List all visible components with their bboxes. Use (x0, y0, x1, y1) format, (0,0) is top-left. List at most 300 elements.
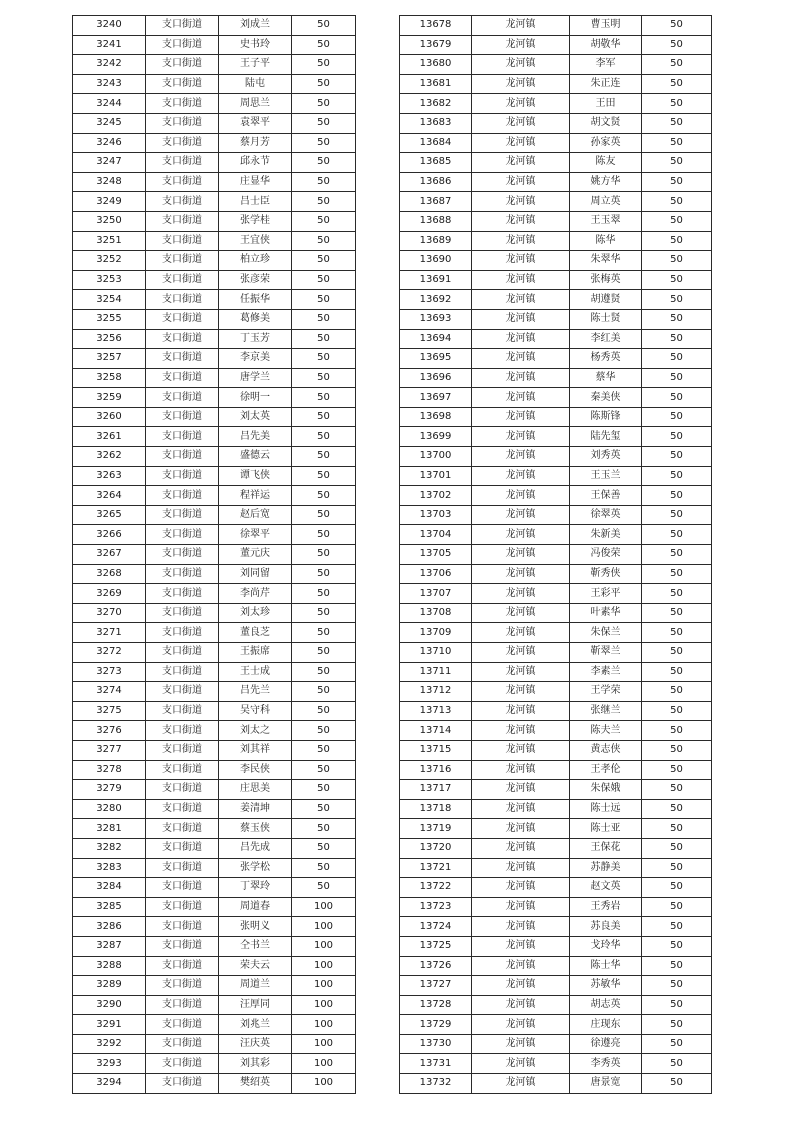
region-cell: 龙河镇 (472, 466, 570, 486)
region-cell: 龙河镇 (472, 995, 570, 1015)
table-row (73, 701, 356, 721)
region-cell: 龙河镇 (472, 16, 570, 36)
serial-number-cell: 13685 (400, 153, 472, 173)
table-row (73, 309, 356, 329)
name-cell: 戈玲华 (570, 936, 642, 956)
region-cell: 支口街道 (146, 251, 219, 271)
serial-number-cell: 13692 (400, 290, 472, 310)
serial-number-cell: 3257 (73, 349, 146, 369)
amount-cell: 50 (642, 94, 712, 114)
name-cell: 陈斯锋 (570, 407, 642, 427)
table-row (400, 1034, 712, 1054)
table-row (73, 545, 356, 565)
region-cell: 龙河镇 (472, 936, 570, 956)
region-cell: 支口街道 (146, 349, 219, 369)
table-row (73, 251, 356, 271)
amount-cell: 50 (642, 309, 712, 329)
serial-number-cell: 13707 (400, 584, 472, 604)
serial-number-cell: 3254 (73, 290, 146, 310)
name-cell: 张学桂 (219, 211, 292, 231)
serial-number-cell: 3287 (73, 936, 146, 956)
name-cell: 吴守科 (219, 701, 292, 721)
name-cell: 徐遵亮 (570, 1034, 642, 1054)
amount-cell: 50 (642, 368, 712, 388)
name-cell: 杨秀英 (570, 349, 642, 369)
table-row (400, 760, 712, 780)
table-row (400, 1074, 712, 1094)
serial-number-cell: 3285 (73, 897, 146, 917)
name-cell: 柏立珍 (219, 251, 292, 271)
name-cell: 黄志侠 (570, 740, 642, 760)
table-row (400, 799, 712, 819)
serial-number-cell: 13679 (400, 35, 472, 55)
region-cell: 支口街道 (146, 819, 219, 839)
name-cell: 王保善 (570, 486, 642, 506)
name-cell: 胡志英 (570, 995, 642, 1015)
amount-cell: 50 (642, 780, 712, 800)
serial-number-cell: 13722 (400, 878, 472, 898)
region-cell: 支口街道 (146, 701, 219, 721)
name-cell: 葛修美 (219, 309, 292, 329)
region-cell: 龙河镇 (472, 878, 570, 898)
region-cell: 龙河镇 (472, 172, 570, 192)
region-cell: 支口街道 (146, 799, 219, 819)
region-cell: 支口街道 (146, 329, 219, 349)
region-cell: 支口街道 (146, 231, 219, 251)
name-cell: 王彩平 (570, 584, 642, 604)
amount-cell: 50 (292, 94, 356, 114)
amount-cell: 100 (292, 1054, 356, 1074)
amount-cell: 50 (292, 35, 356, 55)
amount-cell: 50 (642, 466, 712, 486)
amount-cell: 50 (292, 16, 356, 36)
region-cell: 龙河镇 (472, 701, 570, 721)
region-cell: 龙河镇 (472, 290, 570, 310)
serial-number-cell: 3274 (73, 682, 146, 702)
name-cell: 李军 (570, 55, 642, 75)
serial-number-cell: 13717 (400, 780, 472, 800)
amount-cell: 50 (292, 486, 356, 506)
amount-cell: 50 (292, 643, 356, 663)
region-cell: 支口街道 (146, 976, 219, 996)
name-cell: 邱永节 (219, 153, 292, 173)
left-roster-table (72, 15, 356, 1094)
amount-cell: 100 (292, 1034, 356, 1054)
table-row (73, 564, 356, 584)
serial-number-cell: 13712 (400, 682, 472, 702)
name-cell: 赵后宽 (219, 505, 292, 525)
region-cell: 龙河镇 (472, 329, 570, 349)
region-cell: 龙河镇 (472, 211, 570, 231)
region-cell: 支口街道 (146, 16, 219, 36)
table-row (400, 584, 712, 604)
name-cell: 张明义 (219, 917, 292, 937)
region-cell: 支口街道 (146, 486, 219, 506)
region-cell: 龙河镇 (472, 545, 570, 565)
serial-number-cell: 13713 (400, 701, 472, 721)
region-cell: 龙河镇 (472, 505, 570, 525)
amount-cell: 50 (642, 505, 712, 525)
amount-cell: 50 (292, 780, 356, 800)
name-cell: 刘太英 (219, 407, 292, 427)
region-cell: 支口街道 (146, 564, 219, 584)
table-row (73, 270, 356, 290)
serial-number-cell: 3266 (73, 525, 146, 545)
serial-number-cell: 13694 (400, 329, 472, 349)
amount-cell: 50 (642, 956, 712, 976)
amount-cell: 50 (292, 662, 356, 682)
name-cell: 李尚芹 (219, 584, 292, 604)
name-cell: 李红美 (570, 329, 642, 349)
name-cell: 吕先美 (219, 427, 292, 447)
serial-number-cell: 3291 (73, 1015, 146, 1035)
name-cell: 程祥运 (219, 486, 292, 506)
serial-number-cell: 3275 (73, 701, 146, 721)
table-row (400, 251, 712, 271)
amount-cell: 50 (642, 447, 712, 467)
amount-cell: 50 (642, 349, 712, 369)
table-row (400, 192, 712, 212)
serial-number-cell: 13696 (400, 368, 472, 388)
serial-number-cell: 13700 (400, 447, 472, 467)
name-cell: 庄显华 (219, 172, 292, 192)
name-cell: 王孝伦 (570, 760, 642, 780)
amount-cell: 100 (292, 897, 356, 917)
serial-number-cell: 13709 (400, 623, 472, 643)
region-cell: 支口街道 (146, 721, 219, 741)
table-row (73, 192, 356, 212)
name-cell: 吕士臣 (219, 192, 292, 212)
amount-cell: 50 (642, 55, 712, 75)
region-cell: 龙河镇 (472, 231, 570, 251)
region-cell: 龙河镇 (472, 35, 570, 55)
serial-number-cell: 3294 (73, 1074, 146, 1094)
table-row (73, 74, 356, 94)
table-row (73, 486, 356, 506)
serial-number-cell: 13704 (400, 525, 472, 545)
serial-number-cell: 13732 (400, 1074, 472, 1094)
name-cell: 蔡玉侠 (219, 819, 292, 839)
serial-number-cell: 3263 (73, 466, 146, 486)
amount-cell: 50 (292, 603, 356, 623)
serial-number-cell: 13697 (400, 388, 472, 408)
name-cell: 陈华 (570, 231, 642, 251)
region-cell: 龙河镇 (472, 309, 570, 329)
serial-number-cell: 3250 (73, 211, 146, 231)
serial-number-cell: 13723 (400, 897, 472, 917)
table-row (73, 584, 356, 604)
amount-cell: 50 (642, 270, 712, 290)
region-cell: 龙河镇 (472, 94, 570, 114)
table-row (73, 1034, 356, 1054)
region-cell: 支口街道 (146, 956, 219, 976)
amount-cell: 50 (642, 564, 712, 584)
region-cell: 龙河镇 (472, 917, 570, 937)
right-roster-table (399, 15, 712, 1094)
table-row (400, 329, 712, 349)
table-row (400, 231, 712, 251)
serial-number-cell: 13683 (400, 113, 472, 133)
serial-number-cell: 3243 (73, 74, 146, 94)
amount-cell: 100 (292, 976, 356, 996)
amount-cell: 50 (292, 133, 356, 153)
amount-cell: 50 (292, 290, 356, 310)
region-cell: 支口街道 (146, 74, 219, 94)
name-cell: 刘同留 (219, 564, 292, 584)
region-cell: 龙河镇 (472, 113, 570, 133)
name-cell: 王学荣 (570, 682, 642, 702)
serial-number-cell: 3277 (73, 740, 146, 760)
table-row (400, 368, 712, 388)
table-row (73, 16, 356, 36)
region-cell: 支口街道 (146, 1054, 219, 1074)
table-row (400, 1054, 712, 1074)
serial-number-cell: 13708 (400, 603, 472, 623)
serial-number-cell: 13698 (400, 407, 472, 427)
region-cell: 支口街道 (146, 35, 219, 55)
name-cell: 靳翠兰 (570, 643, 642, 663)
region-cell: 支口街道 (146, 760, 219, 780)
serial-number-cell: 13718 (400, 799, 472, 819)
name-cell: 盛德云 (219, 447, 292, 467)
table-row (73, 35, 356, 55)
amount-cell: 50 (292, 701, 356, 721)
name-cell: 陈士亚 (570, 819, 642, 839)
region-cell: 支口街道 (146, 113, 219, 133)
table-row (400, 603, 712, 623)
serial-number-cell: 13686 (400, 172, 472, 192)
amount-cell: 50 (642, 858, 712, 878)
serial-number-cell: 3252 (73, 251, 146, 271)
region-cell: 支口街道 (146, 1034, 219, 1054)
table-row (400, 94, 712, 114)
name-cell: 汪厚同 (219, 995, 292, 1015)
table-row (73, 1015, 356, 1035)
table-row (400, 623, 712, 643)
serial-number-cell: 3265 (73, 505, 146, 525)
amount-cell: 50 (642, 329, 712, 349)
table-row (73, 740, 356, 760)
table-row (400, 956, 712, 976)
name-cell: 谭飞侠 (219, 466, 292, 486)
amount-cell: 50 (292, 349, 356, 369)
amount-cell: 50 (642, 16, 712, 36)
table-row (400, 995, 712, 1015)
serial-number-cell: 3247 (73, 153, 146, 173)
name-cell: 苏静美 (570, 858, 642, 878)
table-row (400, 466, 712, 486)
name-cell: 庄现东 (570, 1015, 642, 1035)
serial-number-cell: 3240 (73, 16, 146, 36)
serial-number-cell: 3286 (73, 917, 146, 937)
name-cell: 王子平 (219, 55, 292, 75)
name-cell: 靳秀侠 (570, 564, 642, 584)
serial-number-cell: 3246 (73, 133, 146, 153)
name-cell: 胡遵贤 (570, 290, 642, 310)
serial-number-cell: 3271 (73, 623, 146, 643)
serial-number-cell: 3260 (73, 407, 146, 427)
amount-cell: 50 (642, 113, 712, 133)
table-row (73, 878, 356, 898)
name-cell: 陈士贤 (570, 309, 642, 329)
name-cell: 任振华 (219, 290, 292, 310)
table-row (400, 388, 712, 408)
serial-number-cell: 13687 (400, 192, 472, 212)
name-cell: 叶素华 (570, 603, 642, 623)
name-cell: 仝书兰 (219, 936, 292, 956)
amount-cell: 50 (292, 270, 356, 290)
serial-number-cell: 13701 (400, 466, 472, 486)
table-row (400, 525, 712, 545)
region-cell: 支口街道 (146, 858, 219, 878)
amount-cell: 50 (642, 74, 712, 94)
table-row (73, 1074, 356, 1094)
amount-cell: 50 (642, 1015, 712, 1035)
serial-number-cell: 3276 (73, 721, 146, 741)
serial-number-cell: 3269 (73, 584, 146, 604)
amount-cell: 100 (292, 1015, 356, 1035)
amount-cell: 50 (292, 192, 356, 212)
serial-number-cell: 3258 (73, 368, 146, 388)
region-cell: 龙河镇 (472, 74, 570, 94)
amount-cell: 50 (292, 799, 356, 819)
region-cell: 龙河镇 (472, 682, 570, 702)
name-cell: 蔡华 (570, 368, 642, 388)
table-row (73, 290, 356, 310)
table-row (400, 682, 712, 702)
name-cell: 王秀岩 (570, 897, 642, 917)
region-cell: 支口街道 (146, 682, 219, 702)
amount-cell: 50 (292, 623, 356, 643)
table-row (400, 153, 712, 173)
name-cell: 陈夫兰 (570, 721, 642, 741)
amount-cell: 50 (292, 682, 356, 702)
region-cell: 龙河镇 (472, 976, 570, 996)
amount-cell: 50 (292, 388, 356, 408)
region-cell: 龙河镇 (472, 368, 570, 388)
region-cell: 支口街道 (146, 192, 219, 212)
serial-number-cell: 3280 (73, 799, 146, 819)
table-row (73, 211, 356, 231)
region-cell: 支口街道 (146, 211, 219, 231)
amount-cell: 50 (292, 153, 356, 173)
region-cell: 支口街道 (146, 878, 219, 898)
serial-number-cell: 3282 (73, 838, 146, 858)
amount-cell: 50 (642, 1074, 712, 1094)
amount-cell: 50 (642, 682, 712, 702)
table-row (73, 956, 356, 976)
amount-cell: 50 (642, 819, 712, 839)
serial-number-cell: 3292 (73, 1034, 146, 1054)
serial-number-cell: 3268 (73, 564, 146, 584)
amount-cell: 50 (642, 486, 712, 506)
serial-number-cell: 13680 (400, 55, 472, 75)
name-cell: 袁翠平 (219, 113, 292, 133)
serial-number-cell: 13681 (400, 74, 472, 94)
name-cell: 刘其祥 (219, 740, 292, 760)
name-cell: 苏敏华 (570, 976, 642, 996)
table-row (400, 1015, 712, 1035)
table-row (400, 505, 712, 525)
name-cell: 陆屯 (219, 74, 292, 94)
region-cell: 支口街道 (146, 505, 219, 525)
serial-number-cell: 3262 (73, 447, 146, 467)
amount-cell: 50 (292, 740, 356, 760)
table-row (73, 525, 356, 545)
name-cell: 丁翠玲 (219, 878, 292, 898)
table-row (400, 447, 712, 467)
amount-cell: 50 (292, 466, 356, 486)
table-row (73, 329, 356, 349)
name-cell: 李素兰 (570, 662, 642, 682)
name-cell: 秦美侠 (570, 388, 642, 408)
region-cell: 支口街道 (146, 447, 219, 467)
serial-number-cell: 13682 (400, 94, 472, 114)
serial-number-cell: 3253 (73, 270, 146, 290)
serial-number-cell: 3241 (73, 35, 146, 55)
table-row (73, 94, 356, 114)
region-cell: 支口街道 (146, 643, 219, 663)
serial-number-cell: 13710 (400, 643, 472, 663)
name-cell: 姜清坤 (219, 799, 292, 819)
serial-number-cell: 13731 (400, 1054, 472, 1074)
name-cell: 王保花 (570, 838, 642, 858)
serial-number-cell: 13705 (400, 545, 472, 565)
serial-number-cell: 3245 (73, 113, 146, 133)
name-cell: 王振席 (219, 643, 292, 663)
table-row (73, 55, 356, 75)
name-cell: 丁玉芳 (219, 329, 292, 349)
table-row (400, 545, 712, 565)
table-row (73, 113, 356, 133)
region-cell: 龙河镇 (472, 407, 570, 427)
name-cell: 王田 (570, 94, 642, 114)
region-cell: 龙河镇 (472, 1034, 570, 1054)
region-cell: 支口街道 (146, 780, 219, 800)
region-cell: 支口街道 (146, 368, 219, 388)
region-cell: 支口街道 (146, 740, 219, 760)
amount-cell: 50 (642, 211, 712, 231)
amount-cell: 50 (642, 545, 712, 565)
name-cell: 张彦荣 (219, 270, 292, 290)
amount-cell: 50 (642, 623, 712, 643)
name-cell: 冯俊荣 (570, 545, 642, 565)
name-cell: 王玉兰 (570, 466, 642, 486)
name-cell: 周立英 (570, 192, 642, 212)
serial-number-cell: 3255 (73, 309, 146, 329)
region-cell: 支口街道 (146, 917, 219, 937)
amount-cell: 50 (642, 427, 712, 447)
table-row (73, 799, 356, 819)
table-row (73, 838, 356, 858)
region-cell: 龙河镇 (472, 858, 570, 878)
serial-number-cell: 3259 (73, 388, 146, 408)
amount-cell: 50 (642, 584, 712, 604)
amount-cell: 50 (292, 251, 356, 271)
amount-cell: 50 (642, 799, 712, 819)
serial-number-cell: 3248 (73, 172, 146, 192)
region-cell: 龙河镇 (472, 427, 570, 447)
amount-cell: 50 (642, 192, 712, 212)
amount-cell: 50 (642, 897, 712, 917)
table-row (400, 211, 712, 231)
region-cell: 支口街道 (146, 407, 219, 427)
amount-cell: 50 (292, 760, 356, 780)
serial-number-cell: 3251 (73, 231, 146, 251)
region-cell: 龙河镇 (472, 1074, 570, 1094)
amount-cell: 50 (292, 309, 356, 329)
name-cell: 庄思美 (219, 780, 292, 800)
